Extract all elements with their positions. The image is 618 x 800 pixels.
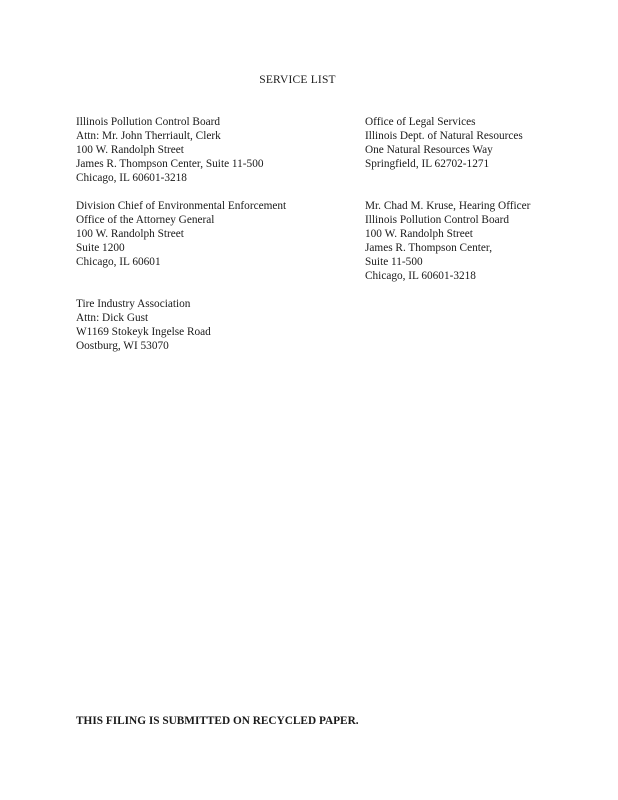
address-line: Chicago, IL 60601 [76, 256, 161, 268]
address-line: One Natural Resources Way [365, 144, 493, 156]
address-line: Office of the Attorney General [76, 214, 215, 226]
recycled-paper-notice: THIS FILING IS SUBMITTED ON RECYCLED PAPER. [76, 715, 359, 727]
address-line: W1169 Stokeyk Ingelse Road [76, 326, 211, 338]
page-title: SERVICE LIST [259, 74, 336, 86]
address-line: 100 W. Randolph Street [365, 228, 473, 240]
addressee-tire-industry [76, 297, 211, 353]
address-line: Suite 1200 [76, 242, 125, 254]
address-line: 100 W. Randolph Street [76, 144, 184, 156]
address-line: Chicago, IL 60601-3218 [76, 172, 187, 184]
address-line: Illinois Dept. of Natural Resources [365, 130, 523, 142]
address-line: Illinois Pollution Control Board [365, 214, 510, 226]
address-line: Oostburg, WI 53070 [76, 340, 169, 352]
address-line: Office of Legal Services [365, 116, 476, 128]
address-line: Illinois Pollution Control Board [76, 116, 221, 128]
address-line: James R. Thompson Center, Suite 11-500 [76, 158, 264, 170]
address-line: 100 W. Randolph Street [76, 228, 184, 240]
address-line: James R. Thompson Center, [365, 242, 493, 254]
address-line: Attn: Mr. John Therriault, Clerk [76, 130, 221, 142]
address-line: Springfield, IL 62702-1271 [365, 158, 490, 170]
address-line: Attn: Dick Gust [76, 312, 149, 324]
address-line: Division Chief of Environmental Enforcement [76, 200, 287, 212]
addressee-ipcb-clerk [76, 115, 264, 185]
addressee-hearing-officer [365, 199, 530, 283]
address-line: Chicago, IL 60601-3218 [365, 270, 476, 282]
address-line: Tire Industry Association [76, 298, 191, 310]
address-line: Mr. Chad M. Kruse, Hearing Officer [365, 200, 531, 212]
address-line: Suite 11-500 [365, 256, 423, 268]
addressee-attorney-general [76, 199, 286, 269]
addressee-legal-services [365, 115, 523, 171]
